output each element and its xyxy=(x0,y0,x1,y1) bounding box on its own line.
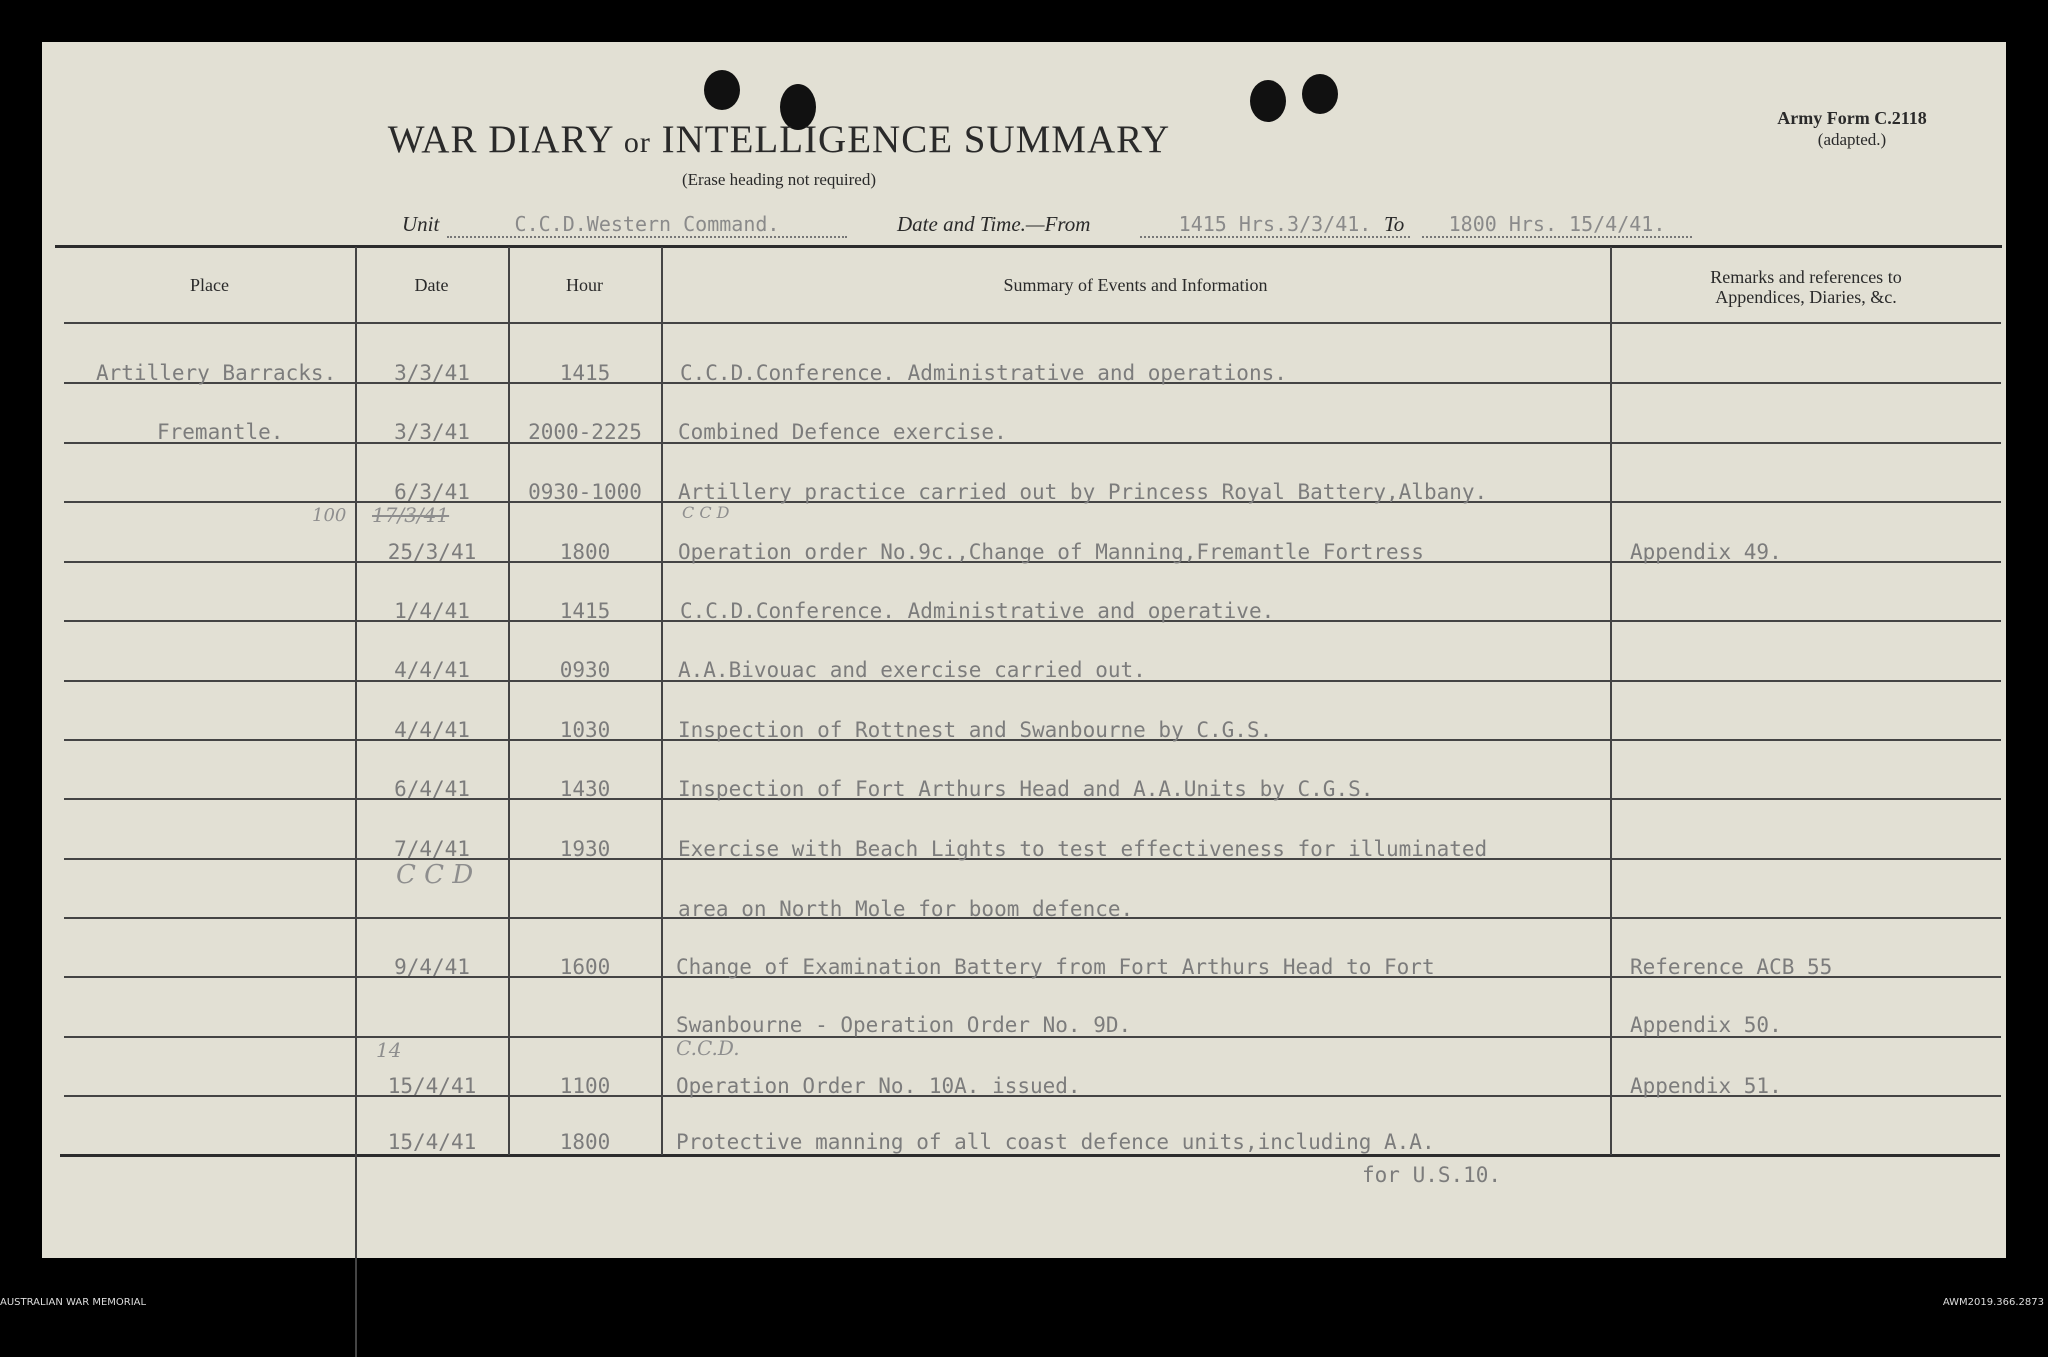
row-13-remarks: Appendix 51. xyxy=(1630,1074,1782,1098)
row-5-hour: 1415 xyxy=(559,599,611,623)
row-1-date: 3/3/41 xyxy=(394,361,470,385)
handwritten-struck-date: 17/3/41 xyxy=(372,503,450,527)
col-header-remarks xyxy=(1610,267,2002,307)
unit-value: C.C.D.Western Command. xyxy=(447,212,847,238)
footer-left: AUSTRALIAN WAR MEMORIAL xyxy=(0,1297,147,1308)
row-1-summary: C.C.D.Conference. Administrative and operations. xyxy=(680,361,1287,385)
punch-hole xyxy=(704,70,740,110)
from-value: 1415 Hrs.3/3/41. xyxy=(1140,212,1410,238)
row-9-summary: Exercise with Beach Lights to test effectiveness for illuminated xyxy=(678,837,1488,861)
row-13-summary: Operation Order No. 10A. issued. xyxy=(676,1074,1081,1098)
handwritten-number-100: 100 xyxy=(312,505,347,526)
row-4-summary: Operation order No.9c.,Change of Manning,Fremantle Fortress xyxy=(678,540,1424,564)
unit-label: Unit xyxy=(402,212,440,236)
row-14-hour: 1800 xyxy=(559,1130,611,1154)
handwritten-ccd: C.C.D. xyxy=(676,1036,740,1060)
column-divider xyxy=(355,247,357,1357)
row-4-date: 25/3/41 xyxy=(387,540,477,564)
row-line xyxy=(64,442,2001,444)
date-time-label: Date and Time.—From xyxy=(897,212,1091,236)
footer-right: AWM2019.366.2873 xyxy=(1942,1297,2044,1308)
row-3-date: 6/3/41 xyxy=(394,480,470,504)
row-14-date: 15/4/41 xyxy=(387,1130,477,1154)
row-4-remarks: Appendix 49. xyxy=(1630,540,1782,564)
col-header-hour: Hour xyxy=(566,275,603,295)
table-top-border xyxy=(55,245,2002,248)
row-6-date: 4/4/41 xyxy=(394,658,470,682)
handwritten-ccd: C C D xyxy=(396,860,474,890)
col-header-summary: Summary of Events and Information xyxy=(1003,275,1268,295)
page-title xyxy=(42,117,1516,162)
col-header-date: Date xyxy=(414,275,449,295)
subtitle: (Erase heading not required) xyxy=(682,170,876,189)
row-5-date: 1/4/41 xyxy=(394,599,470,623)
punch-hole xyxy=(1302,74,1338,114)
title-war-diary: WAR DIARY xyxy=(387,118,614,161)
row-11-remarks: Reference ACB 55 xyxy=(1630,955,1833,979)
row-13-date: 15/4/41 xyxy=(387,1074,477,1098)
row-11-summary: Change of Examination Battery from Fort Arthurs Head to Fort xyxy=(676,955,1435,979)
row-7-hour: 1030 xyxy=(559,718,611,742)
title-intelligence-summary: INTELLIGENCE SUMMARY xyxy=(661,118,1171,161)
row-2-place: Fremantle. xyxy=(157,420,284,444)
row-4-hour: 1800 xyxy=(559,540,611,564)
row-2-hour: 2000-2225 xyxy=(528,420,642,444)
form-number xyxy=(1747,108,1957,150)
diary-page xyxy=(42,42,2006,1258)
handwritten-number-14: 14 xyxy=(376,1038,402,1062)
col-header-remarks-line2: Appendices, Diaries, &c. xyxy=(1715,287,1897,307)
punch-hole xyxy=(1250,80,1286,122)
row-7-summary: Inspection of Rottnest and Swanbourne by C.G.S. xyxy=(678,718,1273,742)
col-header-remarks-line1: Remarks and references to xyxy=(1710,267,1902,287)
handwritten-ccd: C C D xyxy=(682,503,730,522)
row-10-summary: area on North Mole for boom defence. xyxy=(678,897,1134,921)
form-number-text: Army Form C.2118 xyxy=(1777,108,1927,128)
to-label: To xyxy=(1384,212,1405,236)
row-11-date: 9/4/41 xyxy=(394,955,470,979)
row-7-date: 4/4/41 xyxy=(394,718,470,742)
row-2-date: 3/3/41 xyxy=(394,420,470,444)
to-value: 1800 Hrs. 15/4/41. xyxy=(1422,212,1692,238)
row-6-hour: 0930 xyxy=(559,658,611,682)
form-adapted-text: (adapted.) xyxy=(1817,130,1887,149)
row-9-date: 7/4/41 xyxy=(394,837,470,861)
row-12-summary: Swanbourne - Operation Order No. 9D. xyxy=(676,1013,1132,1037)
row-8-summary: Inspection of Fort Arthurs Head and A.A.Units by C.G.S. xyxy=(678,777,1374,801)
continuation-text: for U.S.10. xyxy=(1362,1163,1502,1187)
row-8-date: 6/4/41 xyxy=(394,777,470,801)
row-2-summary: Combined Defence exercise. xyxy=(678,420,1007,444)
row-6-summary: A.A.Bivouac and exercise carried out. xyxy=(678,658,1146,682)
col-header-place: Place xyxy=(190,275,229,295)
row-11-hour: 1600 xyxy=(559,955,611,979)
row-9-hour: 1930 xyxy=(559,837,611,861)
title-or: or xyxy=(623,126,651,159)
row-3-summary: Artillery practice carried out by Princess Royal Battery,Albany. xyxy=(678,480,1488,504)
row-12-remarks: Appendix 50. xyxy=(1630,1013,1782,1037)
row-3-hour: 0930-1000 xyxy=(528,480,642,504)
row-5-summary: C.C.D.Conference. Administrative and operative. xyxy=(680,599,1275,623)
row-13-hour: 1100 xyxy=(559,1074,611,1098)
row-1-place: Artillery Barracks. xyxy=(96,361,337,385)
row-1-hour: 1415 xyxy=(559,361,611,385)
row-8-hour: 1430 xyxy=(559,777,611,801)
row-14-summary: Protective manning of all coast defence units,including A.A. xyxy=(676,1130,1435,1154)
